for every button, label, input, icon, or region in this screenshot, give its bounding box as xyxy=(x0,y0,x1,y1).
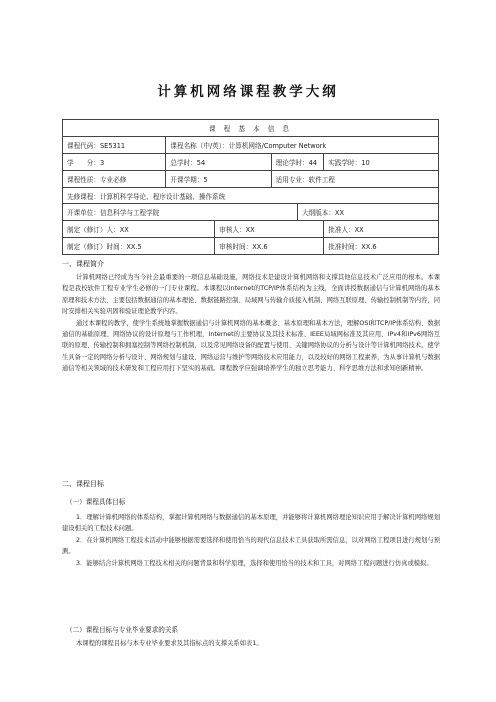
theory-hours-cell: 理论学时：44 xyxy=(271,154,324,171)
practice-hours-cell: 实践学时：10 xyxy=(324,154,439,171)
semester-cell: 开课学期：5 xyxy=(166,171,271,188)
objectives-list xyxy=(62,512,440,569)
objective-item-2: 2．在计算机网络工程技术活动中能够根据需要选择和使用恰当的现代信息技术工具获取所需信息，以对网络工程项目进行规划与预测。 xyxy=(62,536,440,556)
edit-time-cell: 制定（修订）时间：XX.5 xyxy=(63,238,215,255)
intro-paragraph-1: 计算机网络已经成为当今社会最重要的一项信息基础设施，网络技术是建设计算机网络和支撑其他信息技术广泛应用的根本。本课程是我校软件工程专业学生必修的一门专业课程。本课程以Internet的TCP/IP体系结构为主线，全面讲授数据通信与计算机网络的基本原理和技术方法，主要包括数据通信的基本理论、数据链路控制、局域网与传输介质接入机制、网络互联原理、传输控制机制等内容，同时安排相关实验巩固和验证理论教学内容。 xyxy=(62,274,440,316)
objective-item-3: 3．能够结合计算机网络工程技术相关的问题背景和科学原理，选择和使用恰当的技术和工具，对网络工程问题进行仿真或模拟。 xyxy=(76,559,433,567)
review-time-cell: 审核时间：XX.6 xyxy=(215,238,324,255)
table-header: 课 程 基 本 信 息 xyxy=(63,120,439,137)
objective-item-1: 1．理解计算机网络的体系结构，掌握计算机网络与数据通信的基本原理，并能够将计算机网络理论知识应用于解决计算机网络规划建设相关的工程技术问题。 xyxy=(62,514,440,533)
course-type-cell: 课程性质：专业必修 xyxy=(63,171,166,188)
subsection-heading-specific: （一）课程具体目标 xyxy=(66,498,126,506)
unit-cell: 开课单位：信息科学与工程学院 xyxy=(63,204,298,221)
reviewer-cell: 审核人：XX xyxy=(215,221,324,238)
course-name-cell: 课程名称（中/英）：计算机网络/Computer Network xyxy=(166,137,439,154)
relation-paragraph: 本课程的课程目标与本专业毕业要求及其指标点的支撑关系如表1。 xyxy=(76,640,263,647)
major-cell: 适用专业：软件工程 xyxy=(271,171,438,188)
version-cell: 大纲版本：XX xyxy=(297,204,438,221)
total-hours-cell: 总学时：54 xyxy=(166,154,271,171)
document-title: 计算机网络课程教学大纲 xyxy=(157,84,339,100)
course-info-table xyxy=(62,119,439,255)
course-code-cell: 课程代码：SE5311 xyxy=(63,137,166,154)
approver-cell: 批准人：XX xyxy=(324,221,439,238)
section-heading-objectives: 二、课程目标 xyxy=(62,480,104,488)
intro-paragraph-2: 通过本课程的教学，使学生系统地掌握数据通信与计算机网络的基本概念、基本原理和基本方法，理解OSI和TCP/IP体系结构、数据通信的基础原理、网络协议的设计原理与工作机理，Internet的主要协议及其技术标准、IEEE局域网标准及其应用、IPv4和IPv6网络互联的原理、传输控制和拥塞控制等网络控制机制，以及常见网络设备的配置与使用、关键网络协议的分析与设计等计算机网络技术。使学生具备一定的网络分析与设计、网络规划与建设、网络运营与维护等网络技术应用能力，以及较好的网络工程素养，为从事计算机与数据通信等相关领域的技术研发和工程应用打下坚实的基础。课程教学应强调培养学生的独立思考能力、科学思维方法和求知创新精神。 xyxy=(62,319,440,373)
intro-text-block xyxy=(62,272,440,375)
prereq-cell: 先修课程：计算机科学导论、程序设计基础、操作系统 xyxy=(63,188,439,204)
editor-cell: 制定（修订）人：XX xyxy=(63,221,215,238)
credits-cell: 学 分：3 xyxy=(63,154,166,171)
subsection-heading-relation: （二）课程目标与专业毕业要求的关系 xyxy=(66,626,179,634)
section-heading-intro: 一、课程简介 xyxy=(62,260,104,268)
approve-time-cell: 批准时间：XX.6 xyxy=(324,238,439,255)
relation-text-block xyxy=(62,638,440,649)
